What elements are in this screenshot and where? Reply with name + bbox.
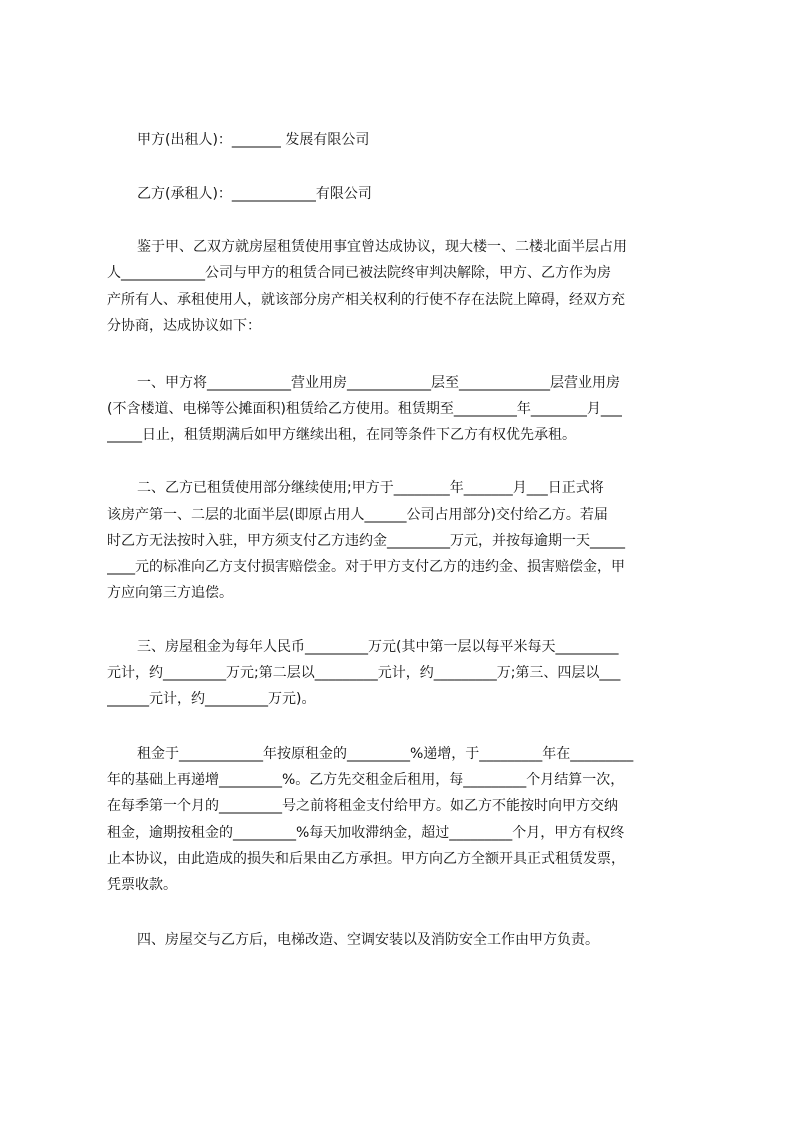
clause-2-line: 时乙方无法按时入驻，甲方须支付乙方违约金_________万元，并按每逾期一天_____: [107, 533, 625, 549]
clause-1-line: _____日止，租赁期满后如甲方继续出租，在同等条件下乙方有权优先承租。: [107, 427, 576, 443]
rent-clause-line: 止本协议，由此造成的损失和后果由乙方承担。甲方向乙方全额开具正式租赁发票，: [107, 851, 625, 867]
rent-clause-line: 租金，逾期按租金的_________%每天加收滞纳金，超过_________个月，甲方有权终: [107, 825, 625, 841]
party-a-line: 甲方(出租人)：_______ 发展有限公司: [137, 132, 370, 148]
clause-1-line: 一、甲方将____________营业用房____________层至_____________层营业用房: [137, 375, 620, 391]
clause-2-line: 方应向第三方追偿。: [107, 585, 233, 601]
clause-2-line: 二、乙方已租赁使用部分继续使用;甲方于________年_______月___日正式将: [137, 480, 604, 496]
preamble-line: 鉴于甲、乙双方就房屋租赁使用事宜曾达成协议，现大楼一、二楼北面半层占用: [137, 239, 627, 255]
clause-1-line: (不含楼道、电梯等公摊面积)租赁给乙方使用。租赁期至_________年________月___: [107, 401, 622, 417]
preamble-line: 产所有人、承租使用人，就该部分房产相关权利的行使不存在法院上障碍，经双方充: [107, 292, 625, 308]
party-b-line: 乙方(承租人)：____________有限公司: [137, 186, 372, 202]
rent-clause-line: 凭票收款。: [107, 877, 177, 893]
clause-3-line: 元计，约_________万元;第二层以_________元计，约_________万;第三、四层以___: [107, 665, 621, 681]
clause-4-line: 四、房屋交与乙方后，电梯改造、空调安装以及消防安全工作由甲方负责。: [137, 932, 599, 948]
clause-2-line: ____元的标准向乙方支付损害赔偿金。对于甲方支付乙方的违约金、损害赔偿金，甲: [107, 559, 625, 575]
rent-clause-line: 租金于____________年按原租金的_________%递增，于_________年在_________: [137, 746, 634, 762]
preamble-line: 人____________公司与甲方的租赁合同已被法院终审判决解除，甲方、乙方作为房: [107, 265, 611, 281]
rent-clause-line: 在每季第一个月的_________号之前将租金支付给甲方。如乙方不能按时向甲方交纳: [107, 798, 618, 814]
preamble-line: 分协商，达成协议如下：: [107, 318, 261, 334]
clause-2-line: 该房产第一、二层的北面半层(即原占用人______公司占用部分)交付给乙方。若届: [107, 507, 608, 523]
clause-3-line: ______元计，约_________万元)。: [107, 691, 316, 707]
rent-clause-line: 年的基础上再递增_________%。乙方先交租金后租用，每_________个月结算一次，: [107, 772, 625, 788]
clause-3-line: 三、房屋租金为每年人民币_________万元(其中第一层以每平米每天_________: [137, 639, 619, 655]
